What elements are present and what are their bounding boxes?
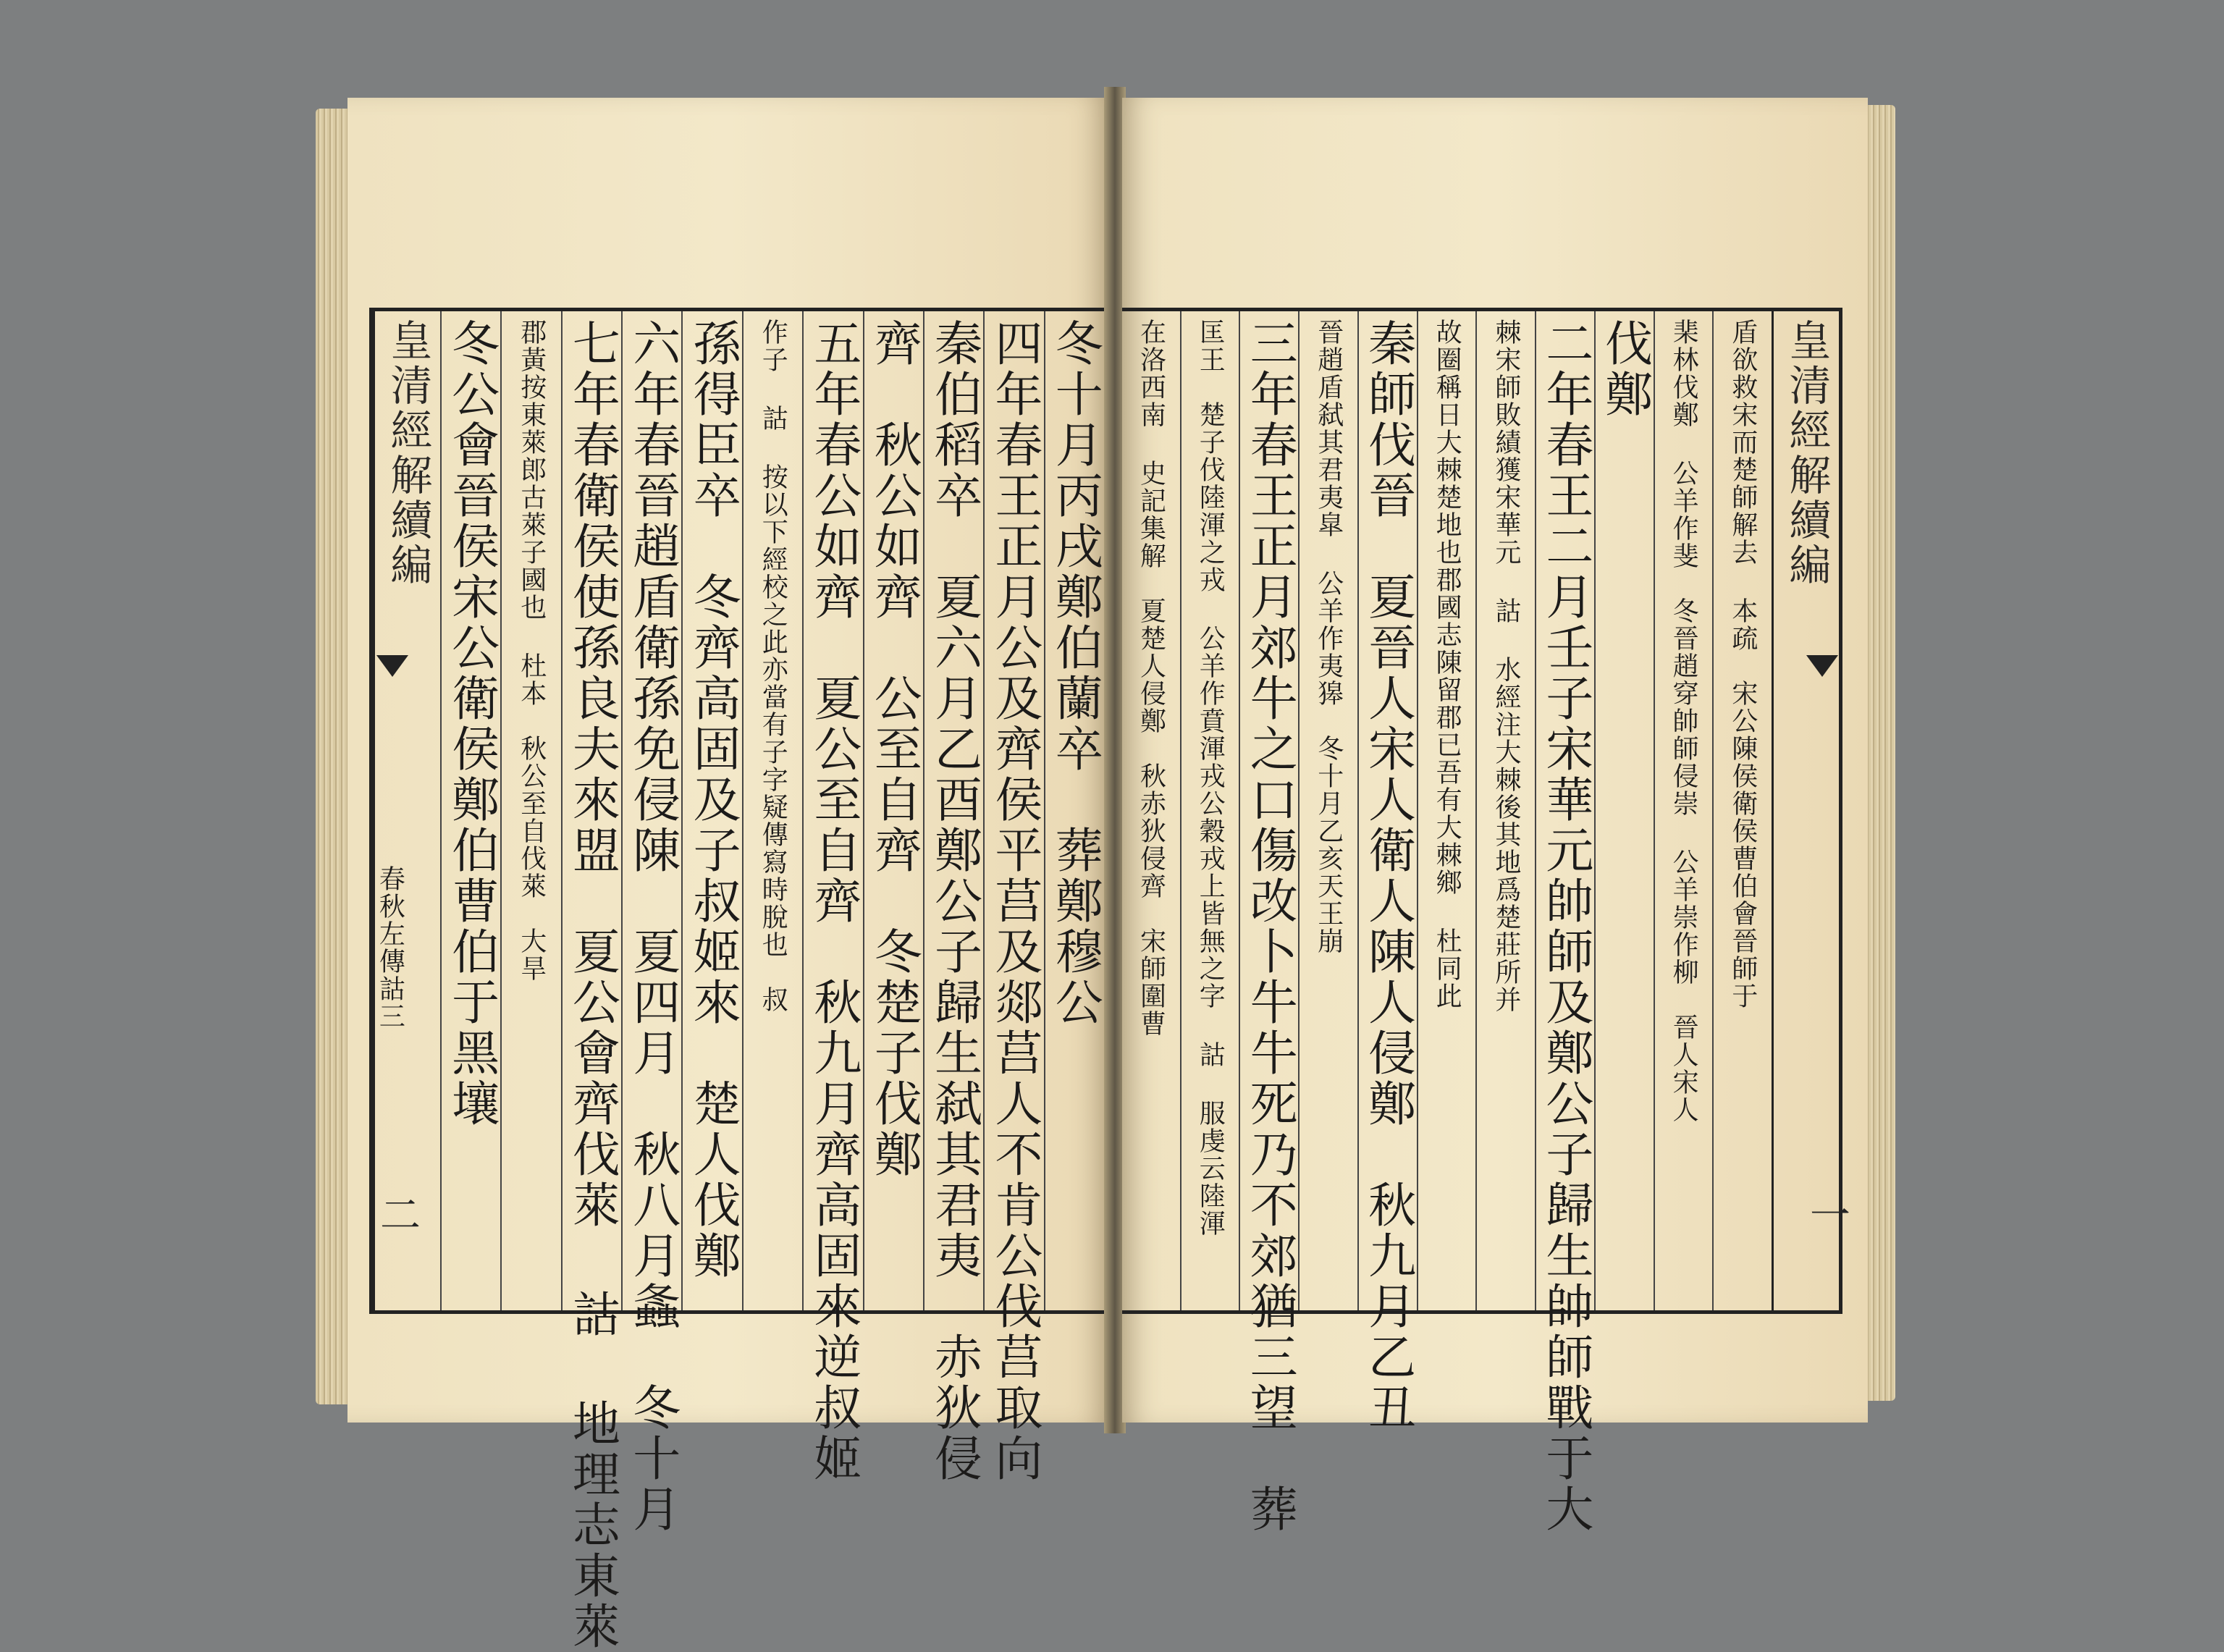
column-text: 冬公會晉侯宋公衛侯鄭伯曹伯于黑壤: [443, 319, 500, 1129]
column-text: 齊 秋公如齊 公至自齊 冬楚子伐鄭: [866, 319, 922, 1180]
column-text: 作子 詁 按以下經校之此亦當有子字疑傳寫時脫也 叔: [758, 319, 788, 1013]
column-text: 棘宋師敗績獲宋華元 詁 水經注大棘後其地爲楚莊所并: [1491, 319, 1521, 1013]
text-column: [1712, 311, 1772, 1310]
text-column: [1239, 311, 1298, 1535]
column-text: 郡黃按東萊郎古萊子國也 杜本 秋公至自伐萊 大旱: [516, 319, 547, 982]
right-margin-column: [1772, 311, 1839, 1310]
column-text: 孫得臣卒 冬齊高固及子叔姬來 楚人伐鄭: [685, 319, 741, 1281]
column-text: 二年春王二月壬子宋華元帥師及鄭公子歸生帥師戰于大: [1537, 319, 1593, 1535]
fishtail-mark: [376, 655, 408, 677]
text-column: [802, 311, 862, 1484]
text-column: [681, 311, 741, 1310]
column-text: 三年春王正月郊牛之口傷改卜牛牛死乃不郊猶三望 葬: [1242, 319, 1298, 1535]
text-column: [1594, 311, 1654, 1310]
text-column: [621, 311, 681, 1535]
fishtail-mark: [1806, 655, 1838, 677]
margin-title: 皇清經解續編: [383, 319, 433, 588]
text-column: [1417, 311, 1476, 1310]
text-column: [863, 311, 923, 1310]
text-column: [440, 311, 500, 1310]
column-text: 匡王 楚子伐陸渾之戎 公羊作賁渾戎公穀戎上皆無之字 詁 服虔云陸渾: [1195, 319, 1226, 1237]
folio-number: 二: [380, 1192, 421, 1239]
text-column: [742, 311, 802, 1310]
left-margin-column: [373, 311, 440, 1310]
column-text: 六年春晉趙盾衛孫免侵陳 夏四月 秋八月螽 冬十月: [624, 319, 681, 1535]
text-column: [1298, 311, 1357, 1310]
left-columns: [373, 311, 1104, 1652]
column-text: 五年春公如齊 夏公至自齊 秋九月齊高固來逆叔姬: [805, 319, 862, 1484]
text-column: [1044, 311, 1104, 1310]
left-text-frame: [369, 308, 1104, 1652]
text-column: [1357, 311, 1417, 1433]
column-text: 盾欲救宋而楚師解去 本疏 宋公陳侯衛侯曹伯會晉師于: [1727, 319, 1758, 1010]
text-column: [1654, 311, 1713, 1310]
text-column: [1180, 311, 1239, 1310]
text-column: [561, 311, 621, 1652]
right-text-frame: [1122, 308, 1842, 1535]
text-column: [1475, 311, 1535, 1310]
text-column: [923, 311, 983, 1484]
right-columns: [1122, 311, 1839, 1535]
column-text: 秦伯稻卒 夏六月乙酉鄭公子歸生弑其君夷 赤狄侵: [926, 319, 982, 1484]
left-page: [348, 98, 1108, 1652]
text-column: [1122, 311, 1180, 1310]
margin-title: 皇清經解續編: [1782, 319, 1832, 588]
text-column: [500, 311, 560, 1310]
column-text: 在洛西南 史記集解 夏楚人侵鄭 秋赤狄侵齊 宋師圍曹: [1136, 319, 1166, 1037]
column-text: 晉趙盾弑其君夷皐 公羊作夷獆 冬十月乙亥天王崩: [1313, 319, 1344, 955]
column-text: 伐鄭: [1596, 319, 1653, 420]
folio-number: 一: [1810, 1192, 1850, 1239]
text-column: [983, 311, 1043, 1484]
column-text: 故圈稱日大棘楚地也郡國志陳留郡已吾有大棘鄉 杜同此: [1432, 319, 1462, 1010]
column-text: 七年春衛侯使孫良夫來盟 夏公會齊伐萊 詁 地理志東萊: [564, 319, 620, 1652]
text-column: [1535, 311, 1594, 1535]
column-text: 四年春王正月公及齊侯平莒及郯莒人不肯公伐莒取向: [986, 319, 1042, 1484]
column-text: 秦師伐晉 夏晉人宋人衛人陳人侵鄭 秋九月乙丑: [1360, 319, 1416, 1433]
right-page: [1122, 98, 1868, 1535]
margin-subtitle: 春秋左傳詁三: [375, 865, 405, 1030]
column-text: 棐林伐鄭 公羊作斐 冬晉趙穿帥師侵崇 公羊崇作柳 晉人宋人: [1669, 319, 1699, 1124]
column-text: 冬十月丙戌鄭伯蘭卒 葬鄭穆公: [1047, 319, 1103, 1028]
